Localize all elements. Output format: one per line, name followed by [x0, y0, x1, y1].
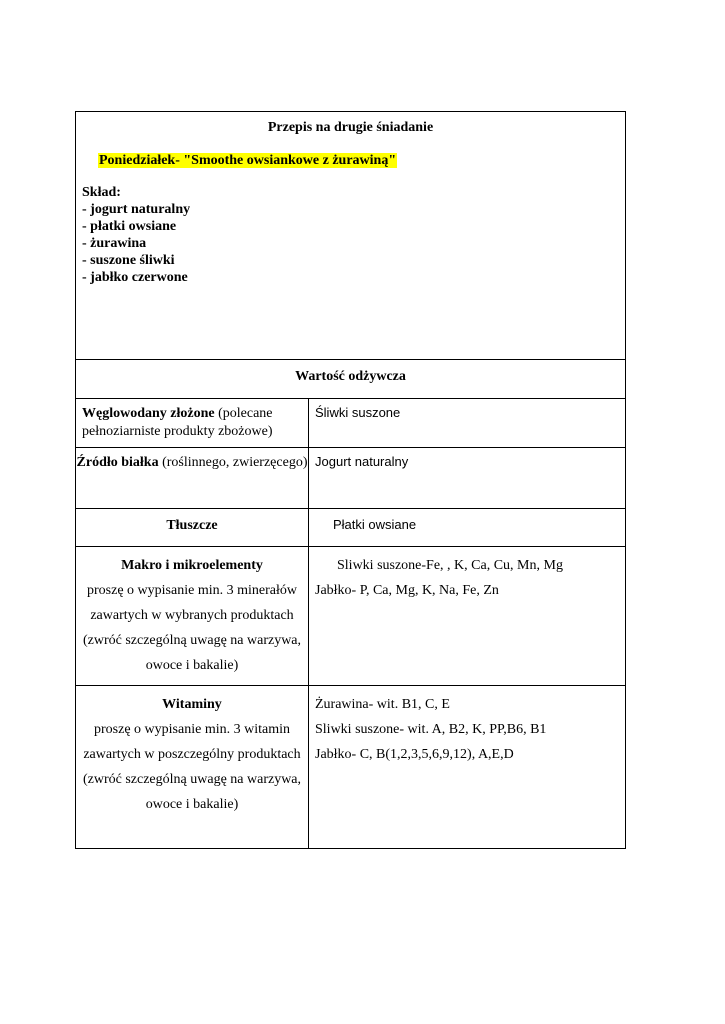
recipe-row — [76, 112, 626, 360]
carbs-label: Węglowodany złożone — [82, 406, 215, 421]
minerals-label: Makro i mikroelementy — [121, 558, 263, 573]
ingredient-item: - płatki owsiane — [82, 219, 177, 234]
ingredient-item: - żurawina — [82, 236, 147, 251]
ingredient-item: - jogurt naturalny — [82, 202, 191, 217]
minerals-label-cell — [76, 547, 309, 686]
recipe-cell — [76, 112, 626, 360]
vitamins-instruction: proszę o wypisanie min. 3 witamin zawartych w poszczególny produktach — [83, 722, 301, 762]
minerals-row — [76, 547, 626, 686]
vitamins-note: (zwróć szczególną uwagę na warzywa, owoce i bakalie) — [82, 772, 302, 812]
vitamins-value-line: Żurawina- wit. B1, C, E — [315, 697, 450, 712]
protein-row — [76, 448, 626, 509]
fats-value: Płatki owsiane — [333, 517, 417, 532]
carbs-label-cell — [76, 399, 309, 448]
recipe-subtitle: Poniedziałek- "Smoothe owsiankowe z żurawiną" — [99, 153, 397, 168]
fats-label-cell — [76, 509, 309, 547]
recipe-table — [75, 111, 626, 849]
ingredient-list — [82, 201, 619, 286]
vitamins-row — [76, 686, 626, 849]
nutrition-heading-cell — [76, 360, 626, 399]
fats-label: Tłuszcze — [166, 518, 218, 533]
minerals-instruction: proszę o wypisanie min. 3 minerałów zawartych w wybranych produktach — [87, 583, 297, 623]
protein-label-note: (roślinnego, zwierzęcego) — [158, 455, 308, 470]
carbs-value: Śliwki suszone — [315, 405, 401, 420]
recipe-title: Przepis na drugie śniadanie — [267, 120, 434, 135]
carbs-value-cell — [309, 399, 626, 448]
protein-value-cell — [309, 448, 626, 509]
minerals-value-line: Sliwki suszone-Fe, , K, Ca, Cu, Mn, Mg — [337, 558, 563, 573]
nutrition-heading-row — [76, 360, 626, 399]
fats-value-cell — [309, 509, 626, 547]
carbs-label-note: (polecane pełnoziarniste produkty zbożowe) — [82, 406, 273, 439]
vitamins-label-cell — [76, 686, 309, 849]
ingredients-heading: Skład: — [82, 185, 121, 200]
vitamins-value-line: Jabłko- C, B(1,2,3,5,6,9,12), A,E,D — [315, 747, 514, 762]
protein-value: Jogurt naturalny — [315, 454, 409, 469]
ingredient-item: - suszone śliwki — [82, 253, 175, 268]
minerals-value-cell — [309, 547, 626, 686]
protein-label: Źródło białka — [76, 455, 159, 470]
vitamins-value-cell — [309, 686, 626, 849]
vitamins-value-line: Sliwki suszone- wit. A, B2, K, PP,B6, B1 — [315, 722, 547, 737]
protein-label-cell — [76, 448, 309, 509]
minerals-value-line: Jabłko- P, Ca, Mg, K, Na, Fe, Zn — [315, 583, 499, 598]
ingredient-item: - jabłko czerwone — [82, 270, 188, 285]
minerals-note: (zwróć szczególną uwagę na warzywa, owoce i bakalie) — [82, 633, 302, 673]
nutrition-heading: Wartość odżywcza — [295, 369, 406, 384]
carbs-row — [76, 399, 626, 448]
vitamins-label: Witaminy — [162, 697, 222, 712]
fats-row — [76, 509, 626, 547]
